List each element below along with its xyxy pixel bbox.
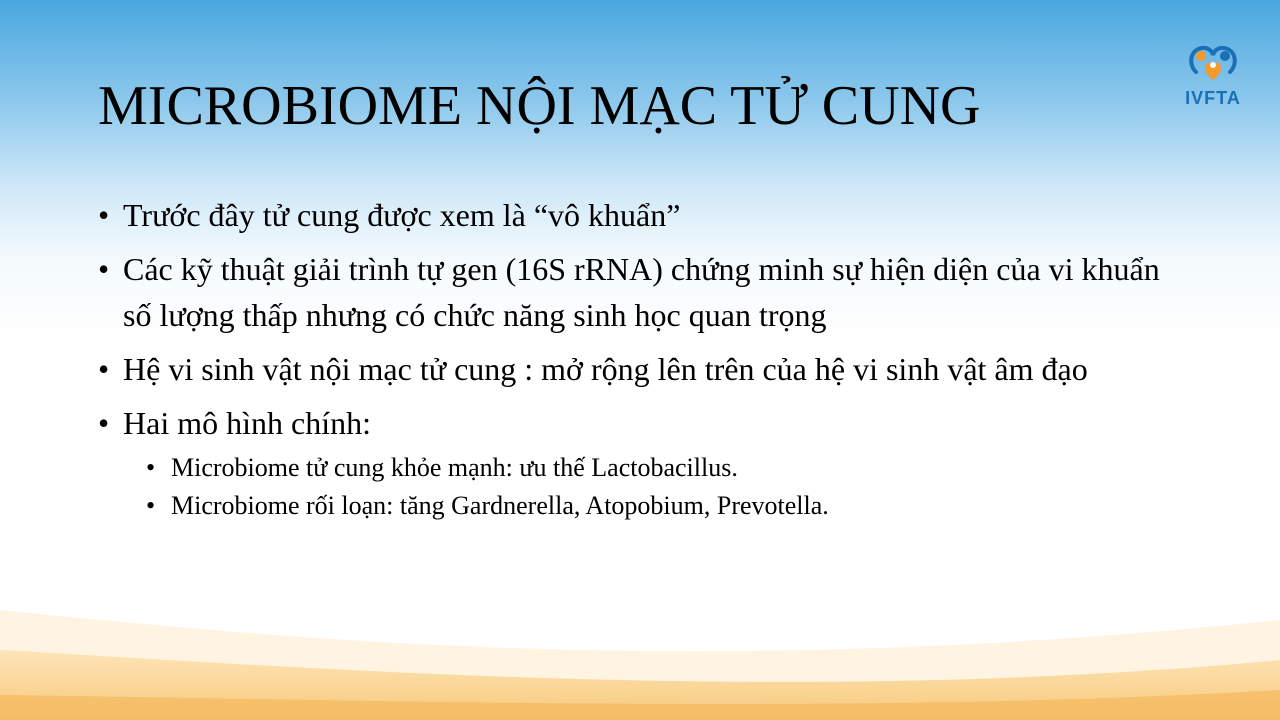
sub-bullet-item	[98, 488, 1178, 524]
family-heart-icon	[1176, 38, 1250, 88]
bullet-text: Trước đây tử cung được xem là “vô khuẩn”	[123, 197, 681, 233]
sub-bullet-text: Microbiome rối loạn: tăng Gardnerella, Atopobium, Prevotella.	[171, 491, 829, 520]
bullet-text: Hệ vi sinh vật nội mạc tử cung : mở rộng lên trên của hệ vi sinh vật âm đạo	[123, 351, 1088, 387]
bullet-item	[98, 346, 1178, 392]
ivfta-logo	[1176, 38, 1250, 116]
slide-title: MICROBIOME NỘI MẠC TỬ CUNG	[98, 75, 981, 137]
sub-bullet-text: Microbiome tử cung khỏe mạnh: ưu thế Lactobacillus.	[171, 453, 738, 482]
logo-text: IVFTA	[1185, 88, 1241, 108]
sub-bullet-icon: •	[146, 453, 156, 482]
slide-body	[98, 192, 1178, 524]
bullet-icon: •	[98, 251, 110, 287]
bullet-icon: •	[98, 197, 110, 233]
bullet-icon: •	[98, 351, 110, 387]
sub-bullet-icon: •	[146, 491, 156, 520]
bullet-icon: •	[98, 405, 110, 441]
bullet-text: Hai mô hình chính:	[123, 405, 371, 441]
sub-bullet-item	[98, 450, 1178, 486]
footer-wave-decoration	[0, 610, 1280, 720]
bullet-item	[98, 246, 1178, 338]
bullet-text: Các kỹ thuật giải trình tự gen (16S rRNA) chứng minh sự hiện diện của vi khuẩn số lượng thấp nhưng có chức năng sinh học quan trọng	[123, 251, 1160, 333]
bullet-item	[98, 400, 1178, 446]
bullet-item	[98, 192, 1178, 238]
